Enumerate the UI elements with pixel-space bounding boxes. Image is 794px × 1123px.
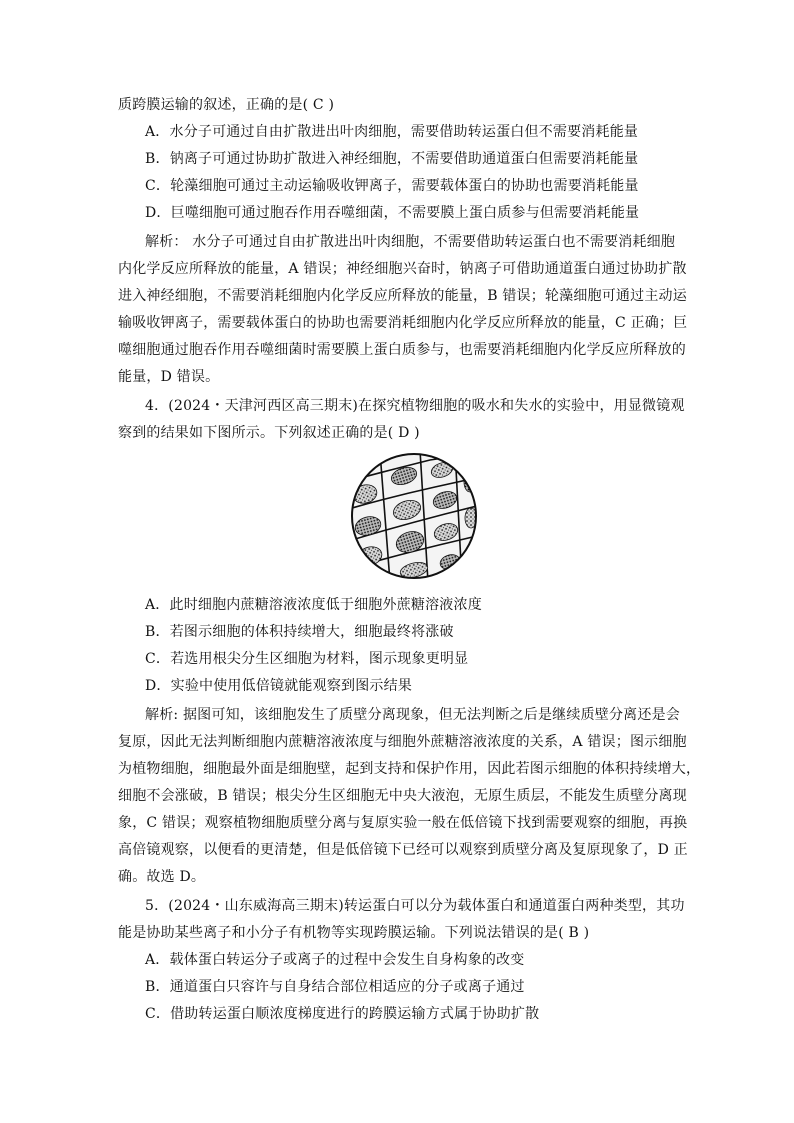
plasmolysis-micrograph-image: [350, 452, 478, 580]
q5-stem-line: 5．(2024・山东威海高三期末)转运蛋白可以分为载体蛋白和通道蛋白两种类型，其功: [145, 898, 685, 914]
q4-stem-line: 察到的结果如下图所示。下列叙述正确的是( D ): [118, 425, 420, 441]
q4-option-c: C．若选用根尖分生区细胞为材料，图示现象更明显: [145, 651, 469, 667]
q5-option-c: C．借助转运蛋白顺浓度梯度进行的跨膜运输方式属于协助扩散: [145, 1006, 540, 1022]
q4-option-a: A．此时细胞内蔗糖溶液浓度低于细胞外蔗糖溶液浓度: [145, 597, 482, 613]
q3-option-d: D．巨噬细胞可通过胞吞作用吞噬细菌，不需要膜上蛋白质参与但需要消耗能量: [145, 205, 640, 221]
q3-analysis-line: 能量，D 错误。: [118, 369, 220, 385]
q3-analysis-line: 输吸收钾离子，需要载体蛋白的协助也需要消耗细胞内化学反应所释放的能量，C 正确；巨: [118, 315, 688, 331]
microscope-cell-figure: [350, 452, 478, 580]
q3-option-b: B．钠离子可通过协助扩散进入神经细胞，不需要借助通道蛋白但需要消耗能量: [145, 151, 639, 167]
q4-analysis-line: 象，C 错误；观察植物细胞质壁分离与复原实验一般在低倍镜下找到需要观察的细胞，再换: [118, 815, 688, 831]
q4-analysis-line: 高倍镜观察，以便看的更清楚，但是低倍镜下已经可以观察到质壁分离及复原现象了，D 正: [118, 842, 688, 858]
q3-stem-tail: 质跨膜运输的叙述，正确的是( C ): [118, 97, 335, 113]
q4-analysis-line: 解析: 据图可知，该细胞发生了质壁分离现象，但无法判断之后是继续质壁分离还是会: [145, 707, 680, 723]
q3-analysis-line: 噬细胞通过胞吞作用吞噬细菌时需要膜上蛋白质参与，也需要消耗细胞内化学反应所释放的: [118, 342, 686, 358]
q4-option-b: B．若图示细胞的体积持续增大，细胞最终将涨破: [145, 624, 454, 640]
q4-analysis-line: 复原，因此无法判断细胞内蔗糖溶液浓度与细胞外蔗糖溶液浓度的关系，A 错误；图示细胞: [118, 734, 687, 750]
q3-option-c: C．轮藻细胞可通过主动运输吸收钾离子，需要载体蛋白的协助也需要消耗能量: [145, 178, 639, 194]
q4-option-d: D．实验中使用低倍镜就能观察到图示结果: [145, 678, 413, 694]
q4-analysis-line: 细胞不会涨破，B 错误；根尖分生区细胞无中央大液泡，无原生质层，不能发生质壁分离现: [118, 788, 687, 804]
q4-analysis-line: 为植物细胞，细胞最外面是细胞壁，起到支持和保护作用，因此若图示细胞的体积持续增大，: [118, 761, 701, 777]
q3-option-a: A．水分子可通过自由扩散进出叶肉细胞，需要借助转运蛋白但不需要消耗能量: [145, 124, 639, 140]
q3-analysis-line: 进入神经细胞，不需要消耗细胞内化学反应所释放的能量，B 错误；轮藻细胞可通过主动运: [118, 288, 687, 304]
q5-option-b: B．通道蛋白只容许与自身结合部位相适应的分子或离子通过: [145, 979, 525, 995]
q5-stem-line: 能是协助某些离子和小分子有机物等实现跨膜运输。下列说法错误的是( B ): [118, 925, 590, 941]
q3-analysis-line: 解析： 水分子可通过自由扩散进出叶肉细胞，不需要借助转运蛋白也不需要消耗细胞: [145, 234, 676, 250]
q4-stem-line: 4．(2024・天津河西区高三期末)在探究植物细胞的吸水和失水的实验中，用显微镜观: [145, 398, 685, 414]
q5-option-a: A．载体蛋白转运分子或离子的过程中会发生自身构象的改变: [145, 952, 525, 968]
q3-analysis-line: 内化学反应所释放的能量，A 错误；神经细胞兴奋时，钠离子可借助通道蛋白通过协助扩散: [118, 261, 687, 277]
q4-analysis-line: 确。故选 D。: [118, 869, 206, 885]
